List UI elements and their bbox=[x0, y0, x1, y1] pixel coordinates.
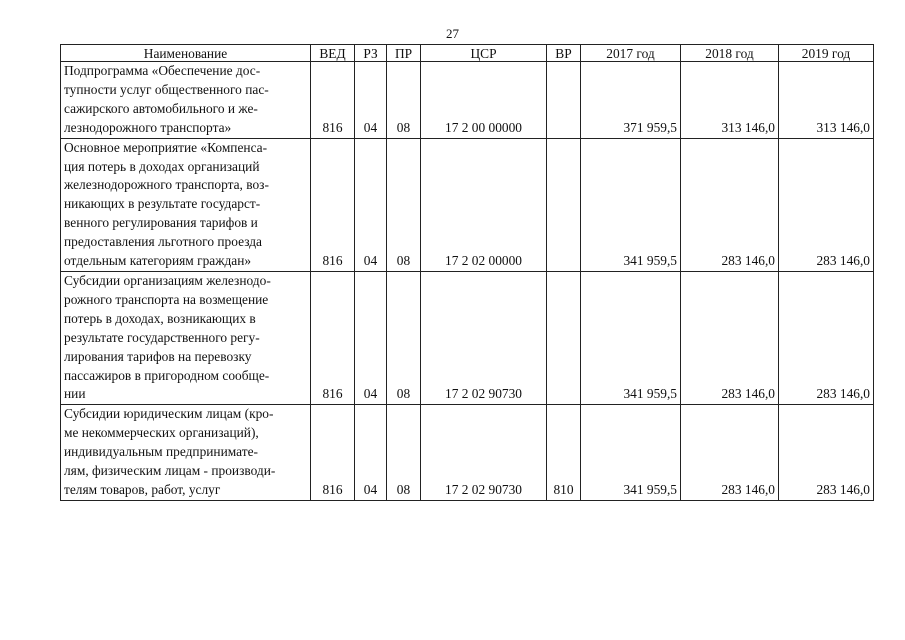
cell-vr bbox=[547, 271, 581, 404]
cell-csr: 17 2 02 90730 bbox=[421, 271, 547, 404]
name-line: Субсидии юридическим лицам (кро- bbox=[64, 406, 274, 422]
cell-ved: 816 bbox=[311, 138, 355, 271]
cell-ved: 816 bbox=[311, 62, 355, 139]
cell-vr bbox=[547, 138, 581, 271]
name-line: Субсидии организациям железнодо- bbox=[64, 272, 271, 288]
cell-pr: 08 bbox=[387, 138, 421, 271]
name-line: ме некоммерческих организаций), bbox=[64, 425, 259, 441]
cell-rz: 04 bbox=[355, 271, 387, 404]
cell-csr: 17 2 02 00000 bbox=[421, 138, 547, 271]
table-row bbox=[61, 405, 874, 501]
cell-2019: 283 146,0 bbox=[779, 405, 874, 501]
cell-2019: 283 146,0 bbox=[779, 138, 874, 271]
name-line: железнодорожного транспорта, воз- bbox=[64, 177, 269, 193]
table-row bbox=[61, 138, 874, 271]
name-line: рожного транспорта на возмещение bbox=[64, 291, 269, 307]
cell-vr bbox=[547, 62, 581, 139]
cell-rz: 04 bbox=[355, 405, 387, 501]
cell-2018: 283 146,0 bbox=[681, 271, 779, 404]
budget-table bbox=[60, 44, 874, 501]
name-line: ция потерь в доходах организаций bbox=[64, 158, 260, 174]
cell-2019: 313 146,0 bbox=[779, 62, 874, 139]
page-number: 27 bbox=[446, 26, 459, 41]
name-line: отдельным категориям граждан» bbox=[64, 253, 252, 269]
name-line: Основное мероприятие «Компенса- bbox=[64, 139, 268, 155]
header-2018: 2018 год bbox=[681, 45, 779, 62]
header-ved: ВЕД bbox=[311, 45, 355, 62]
name-line: лям, физическим лицам - производи- bbox=[64, 463, 276, 479]
cell-csr: 17 2 02 90730 bbox=[421, 405, 547, 501]
cell-2017: 341 959,5 bbox=[581, 271, 681, 404]
name-line: лирования тарифов на перевозку bbox=[64, 348, 252, 364]
header-2019: 2019 год bbox=[779, 45, 874, 62]
header-row bbox=[61, 45, 874, 62]
name-line: предоставления льготного проезда bbox=[64, 234, 262, 250]
header-pr: ПР bbox=[387, 45, 421, 62]
cell-2018: 283 146,0 bbox=[681, 138, 779, 271]
table-row bbox=[61, 271, 874, 404]
cell-ved: 816 bbox=[311, 271, 355, 404]
cell-2017: 371 959,5 bbox=[581, 62, 681, 139]
cell-2018: 313 146,0 bbox=[681, 62, 779, 139]
header-name: Наименование bbox=[61, 45, 311, 62]
name-line: никающих в результате государст- bbox=[64, 196, 261, 212]
name-line: индивидуальным предпринимате- bbox=[64, 444, 259, 460]
name-line: лезнодорожного транспорта» bbox=[64, 119, 232, 135]
table-row bbox=[61, 62, 874, 139]
header-csr: ЦСР bbox=[421, 45, 547, 62]
cell-rz: 04 bbox=[355, 62, 387, 139]
name-line: венного регулирования тарифов и bbox=[64, 215, 258, 231]
cell-ved: 816 bbox=[311, 405, 355, 501]
cell-2017: 341 959,5 bbox=[581, 138, 681, 271]
cell-2017: 341 959,5 bbox=[581, 405, 681, 501]
name-line: пассажиров в пригородном сообще- bbox=[64, 367, 270, 383]
row-name bbox=[61, 271, 311, 404]
row-name bbox=[61, 62, 311, 139]
header-rz: РЗ bbox=[355, 45, 387, 62]
name-line: Подпрограмма «Обеспечение дос- bbox=[64, 63, 261, 78]
cell-csr: 17 2 00 00000 bbox=[421, 62, 547, 139]
cell-pr: 08 bbox=[387, 62, 421, 139]
name-line: тупности услуг общественного пас- bbox=[64, 81, 269, 97]
name-line: нии bbox=[64, 386, 86, 402]
cell-pr: 08 bbox=[387, 405, 421, 501]
name-line: результате государственного регу- bbox=[64, 329, 260, 345]
header-vr: ВР bbox=[547, 45, 581, 62]
row-name bbox=[61, 405, 311, 501]
cell-2019: 283 146,0 bbox=[779, 271, 874, 404]
cell-vr: 810 bbox=[547, 405, 581, 501]
row-name bbox=[61, 138, 311, 271]
name-line: сажирского автомобильного и же- bbox=[64, 100, 258, 116]
cell-pr: 08 bbox=[387, 271, 421, 404]
name-line: телям товаров, работ, услуг bbox=[64, 481, 221, 497]
header-2017: 2017 год bbox=[581, 45, 681, 62]
cell-rz: 04 bbox=[355, 138, 387, 271]
cell-2018: 283 146,0 bbox=[681, 405, 779, 501]
name-line: потерь в доходах, возникающих в bbox=[64, 310, 256, 326]
